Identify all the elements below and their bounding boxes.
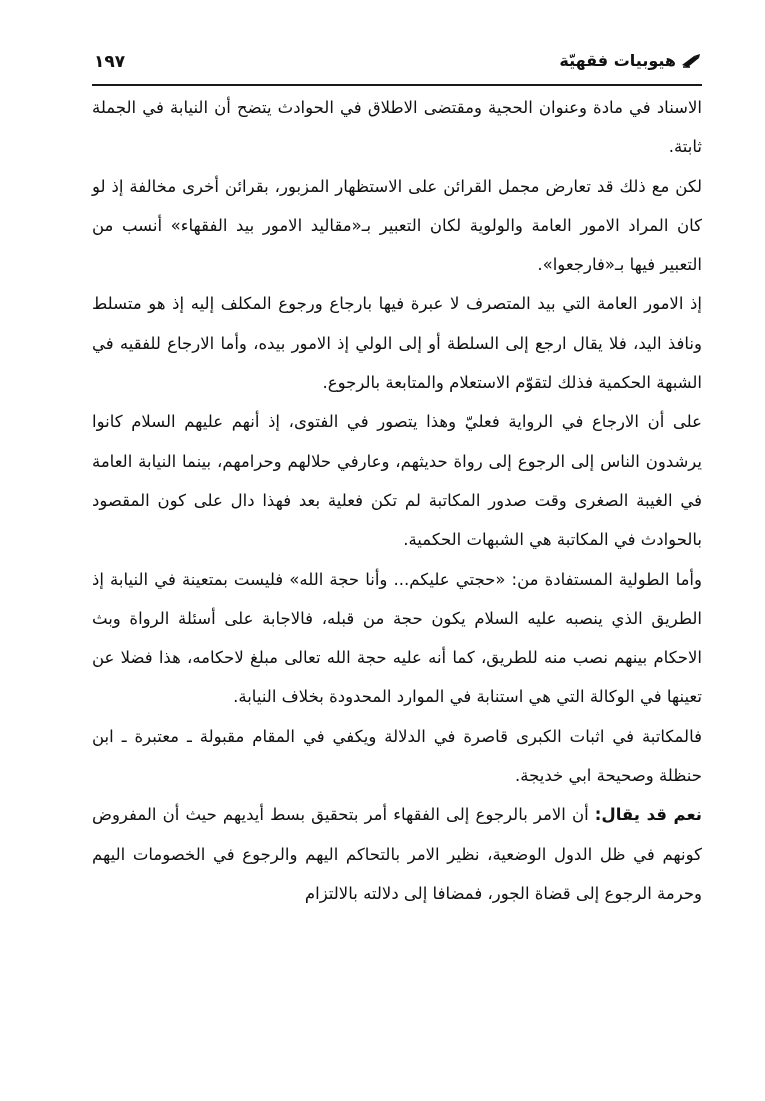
page-header (92, 48, 702, 86)
paragraph (92, 795, 702, 913)
paragraph-text: أن الامر بالرجوع إلى الفقهاء أمر بتحقيق بسط أيديهم حيث أن المفروض كونهم في ظل الدول الوضعية، نظير الامر بالتحاكم اليهم والرجوع في الخصومات اليهم وحرمة الرجوع إلى قضاة الجور، فمضافا إلى دلالته بالالتزام (92, 805, 702, 903)
pen-icon (680, 53, 702, 69)
paragraph: وأما الطولية المستفادة من: «حجتي عليكم... وأنا حجة الله» فليست بمتعينة في النيابة إذ الطريق الذي ينصبه عليه السلام يكون حجة من قبله، فالاجابة على أسئلة الرواة وبث الاحكام بينهم نصب منه للطريق، كما أنه عليه حجة الله تعالى مبلغ لاحكامه، هذا فضلا عن تعينها في الوكالة التي هي استنابة في الموارد المحدودة بخلاف النيابة. (92, 569, 702, 707)
paragraph: على أن الارجاع في الرواية فعليّ وهذا يتصور في الفتوى، إذ أنهم عليهم السلام كانوا يرشدون الناس إلى الرجوع إلى رواة حديثهم، وعارفي حلالهم وحرامهم، بينما النيابة العامة في الغيبة الصغرى وقت صدور المكاتبة لم تكن فعلية بعد فهذا دال على كون المقصود بالحوادث في المكاتبة هي الشبهات الحكمية. (92, 412, 702, 550)
running-head (559, 51, 702, 70)
body-text (92, 88, 702, 913)
paragraph: إذ الامور العامة التي بيد المتصرف لا عبرة فيها بارجاع ورجوع المكلف إليه إذ هو متسلط ونافذ اليد، فلا يقال ارجع إلى السلطة أو إلى الولي إذ الامور بيده، وأما الارجاع للفقيه في الشبهة الحكمية فذلك لتقوّم الاستعلام والمتابعة بالرجوع. (92, 294, 702, 393)
paragraph-lead-in: نعم قد يقال: (594, 805, 702, 825)
paragraph: لكن مع ذلك قد تعارض مجمل القرائن على الاستظهار المزبور، بقرائن أخرى مخالفة إذ لو كان المراد الامور العامة والولوية لكان التعبير بـ«مقاليد الامور بيد الفقهاء» أنسب من التعبير فيها بـ«فارجعوا». (92, 176, 702, 275)
paragraph: الاسناد في مادة وعنوان الحجية ومقتضى الاطلاق في الحوادث يتضح أن النيابة في الجملة ثابتة. (92, 98, 702, 157)
page-number: ١٩٧ (94, 52, 126, 72)
running-title: هيوبيات فقهيّة (559, 51, 676, 70)
paragraph: فالمكاتبة في اثبات الكبرى قاصرة في الدلالة ويكفي في المقام مقبولة ـ معتبرة ـ ابن حنظلة وصحيحة ابي خديجة. (92, 726, 702, 786)
